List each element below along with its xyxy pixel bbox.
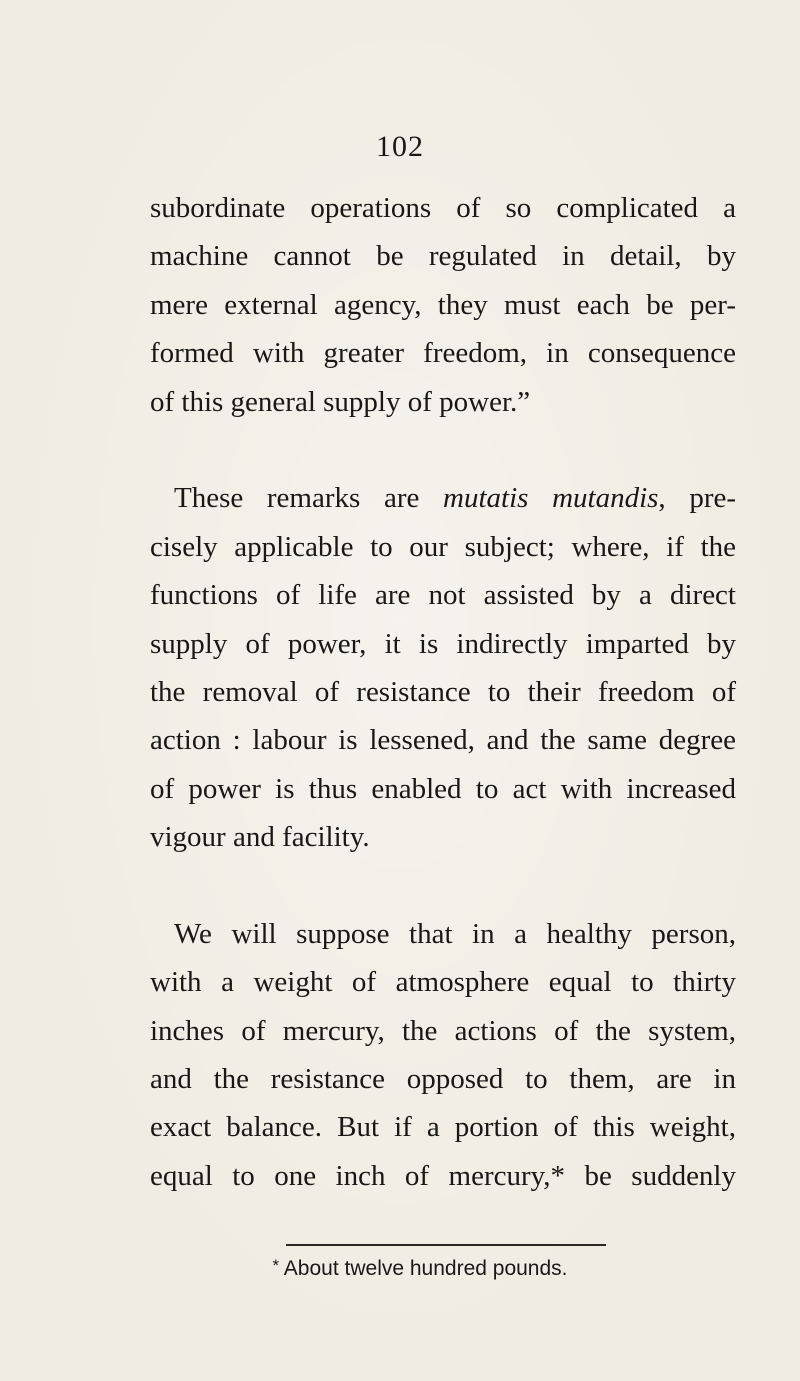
footnote-marker: * bbox=[272, 1256, 280, 1275]
text-line-italic-phrase bbox=[150, 474, 736, 522]
paragraph-3 bbox=[150, 910, 736, 1200]
text-line: We will suppose that in a healthy person, bbox=[174, 917, 736, 950]
paragraph-gap bbox=[150, 861, 736, 909]
page-number: 102 bbox=[376, 130, 424, 163]
text-line: equal to one inch of mercury,* be suddenly bbox=[150, 1159, 736, 1192]
text-line: formed with greater freedom, in consequence bbox=[150, 337, 736, 370]
paragraph-1 bbox=[150, 184, 736, 426]
text-line: with a weight of atmosphere equal to thirty bbox=[150, 966, 736, 999]
body-text bbox=[150, 184, 736, 1200]
paragraph-2 bbox=[150, 474, 736, 861]
text-line: action : labour is lessened, and the same degree bbox=[150, 724, 736, 757]
text-line: exact balance. But if a portion of this weight, bbox=[150, 1111, 736, 1144]
text-line: machine cannot be regulated in detail, by bbox=[150, 240, 736, 273]
paragraph-gap bbox=[150, 426, 736, 474]
text-line: cisely applicable to our subject; where, if the bbox=[150, 530, 736, 563]
footnote-divider bbox=[286, 1244, 606, 1246]
text-line: of power is thus enabled to act with increased bbox=[150, 772, 736, 805]
text-segment: , pre- bbox=[658, 482, 737, 515]
text-line: vigour and facility. bbox=[150, 821, 370, 854]
text-line: supply of power, it is indirectly imparted by bbox=[150, 627, 736, 660]
text-line: functions of life are not assisted by a direct bbox=[150, 579, 736, 612]
footnote-text: About twelve hundred pounds. bbox=[283, 1257, 568, 1280]
text-segment: These remarks are bbox=[174, 482, 444, 515]
text-line: and the resistance opposed to them, are in bbox=[150, 1063, 736, 1096]
text-line: subordinate operations of so complicated a bbox=[150, 192, 736, 224]
italic-phrase: mutatis mutandis bbox=[443, 482, 659, 515]
text-line: inches of mercury, the actions of the system, bbox=[150, 1014, 736, 1047]
text-line: of this general supply of power.” bbox=[150, 385, 531, 418]
footnote bbox=[0, 1256, 800, 1281]
text-line: the removal of resistance to their freedom of bbox=[150, 675, 736, 708]
text-line: mere external agency, they must each be per- bbox=[150, 288, 736, 321]
